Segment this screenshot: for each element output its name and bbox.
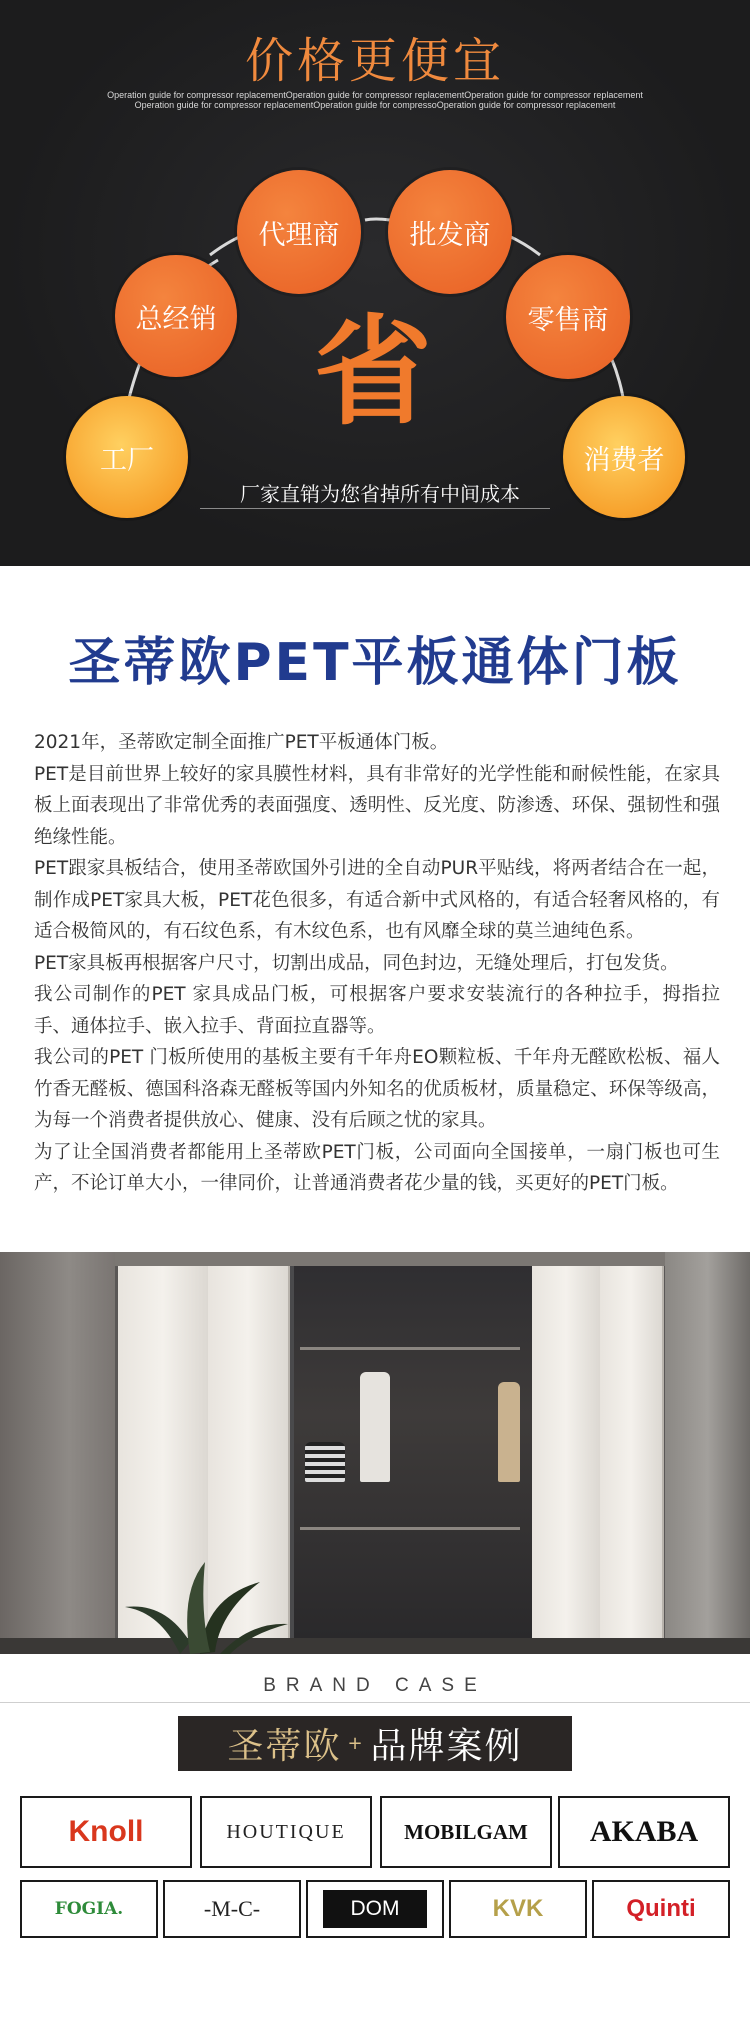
dom-badge [323,1890,427,1928]
logo-kvk [449,1880,587,1938]
intro-text [34,727,720,1200]
circle-factory [66,396,188,518]
intro-paragraph: 为了让全国消费者都能用上圣蒂欧PET门板，公司面向全国接单，一扇门板也可生产，不论订单大小，一律同价，让普通消费者花少量的钱，买更好的PET门板。 [34,1141,720,1194]
price-banner [0,0,750,566]
door-panel [600,1266,664,1638]
save-character: 省 [313,303,432,441]
logo-mobilgam [380,1796,552,1868]
circle-label: 批发商 [409,219,491,251]
logo-text: HOUTIQUE [226,1820,346,1843]
folded-clothes [305,1442,345,1482]
ceiling [115,1252,665,1266]
left-wall [0,1252,115,1654]
circle-agent [237,170,361,294]
circle-distributor [115,255,237,377]
intro-paragraph: PET家具板再根据客户尺寸，切割出成品，同色封边，无缝处理后，打包发货。 [34,952,679,974]
circle-wholesaler [388,170,512,294]
logo-text: MOBILGAM [404,1819,528,1844]
logo-text: Quinti [626,1895,696,1922]
intro-paragraph: 我公司制作的PET 家具成品门板，可根据客户要求安装流行的各种拉手，拇指拉手、通体拉手、嵌入拉手、背面拉直器等。 [34,984,720,1037]
logo-mc [163,1880,301,1938]
wardrobe-photo [0,1252,750,1654]
logo-dom [306,1880,444,1938]
caption-divider [200,508,550,509]
intro-paragraph: PET跟家具板结合，使用圣蒂欧国外引进的全自动PUR平贴线，将两者结合在一起，制作成PET家具大板，PET花色很多，有适合新中式风格的，有适合轻奢风格的，有适合极简风的，有石纹色系，有木纹色系，也有风靡全球的莫兰迪纯色系。 [34,858,720,942]
logo-quinti [592,1880,730,1938]
circle-label: 工厂 [100,444,154,476]
logo-akaba [558,1796,730,1868]
hanging-coat [498,1382,520,1482]
banner-caption: 厂家直销为您省掉所有中间成本 [240,482,520,506]
intro-title: 圣蒂欧PET平板通体门板 [68,633,682,693]
logo-text: KVK [492,1895,544,1922]
guide-text-1: Operation guide for compressor replacementOperation guide for compressor replacementOperation guide for compressor replacement [107,90,643,100]
brand-case-title: 品牌案例 [370,1726,523,1767]
circle-retailer [506,255,630,379]
circle-label: 代理商 [258,219,340,251]
logo-text: FOGIA. [54,1899,124,1919]
brand-name: 圣蒂欧 [227,1726,342,1767]
door-panel [532,1266,602,1638]
plant-icon [120,1552,290,1654]
shelf [300,1347,520,1350]
logo-knoll [20,1796,192,1868]
plus-icon: + [347,1733,365,1754]
intro-paragraph: 我公司的PET 门板所使用的基板主要有千年舟EO颗粒板、千年舟无醛欧松板、福人竹香无醛板、德国科洛森无醛板等国内外知名的优质板材，质量稳定、环保等级高，为每一个消费者提供放心、健康、没有后顾之忧的家具。 [34,1047,720,1131]
guide-text-2: Operation guide for compressor replacementOperation guide for compressoOperation guide for compressor replacement [134,100,616,110]
banner-title: 价格更便宜 [244,33,505,89]
logo-fogia [20,1880,158,1938]
circle-label: 总经销 [135,303,217,335]
floor [0,1638,750,1654]
brand-case-banner [178,1716,572,1771]
circle-consumer [563,396,685,518]
logo-houtique [200,1796,372,1868]
circle-label: 消费者 [583,444,665,476]
intro-paragraph: 2021年，圣蒂欧定制全面推广PET平板通体门板。 [34,732,449,753]
shelf [300,1527,520,1530]
logo-text: AKABA [589,1815,699,1848]
logo-text: -M-C- [203,1896,261,1921]
right-wall [665,1252,750,1654]
logo-text: DOM [350,1897,400,1920]
logo-text: Knoll [68,1815,144,1848]
brand-divider [0,1702,750,1703]
circle-label: 零售商 [527,304,609,336]
intro-paragraph: PET是目前世界上较好的家具膜性材料，具有非常好的光学性能和耐候性能，在家具板上面表现出了非常优秀的表面强度、透明性、反光度、防渗透、环保、强韧性和强绝缘性能。 [34,763,720,848]
hanging-shirt [360,1372,390,1482]
brand-case-subtitle: BRAND CASE [263,1675,487,1696]
